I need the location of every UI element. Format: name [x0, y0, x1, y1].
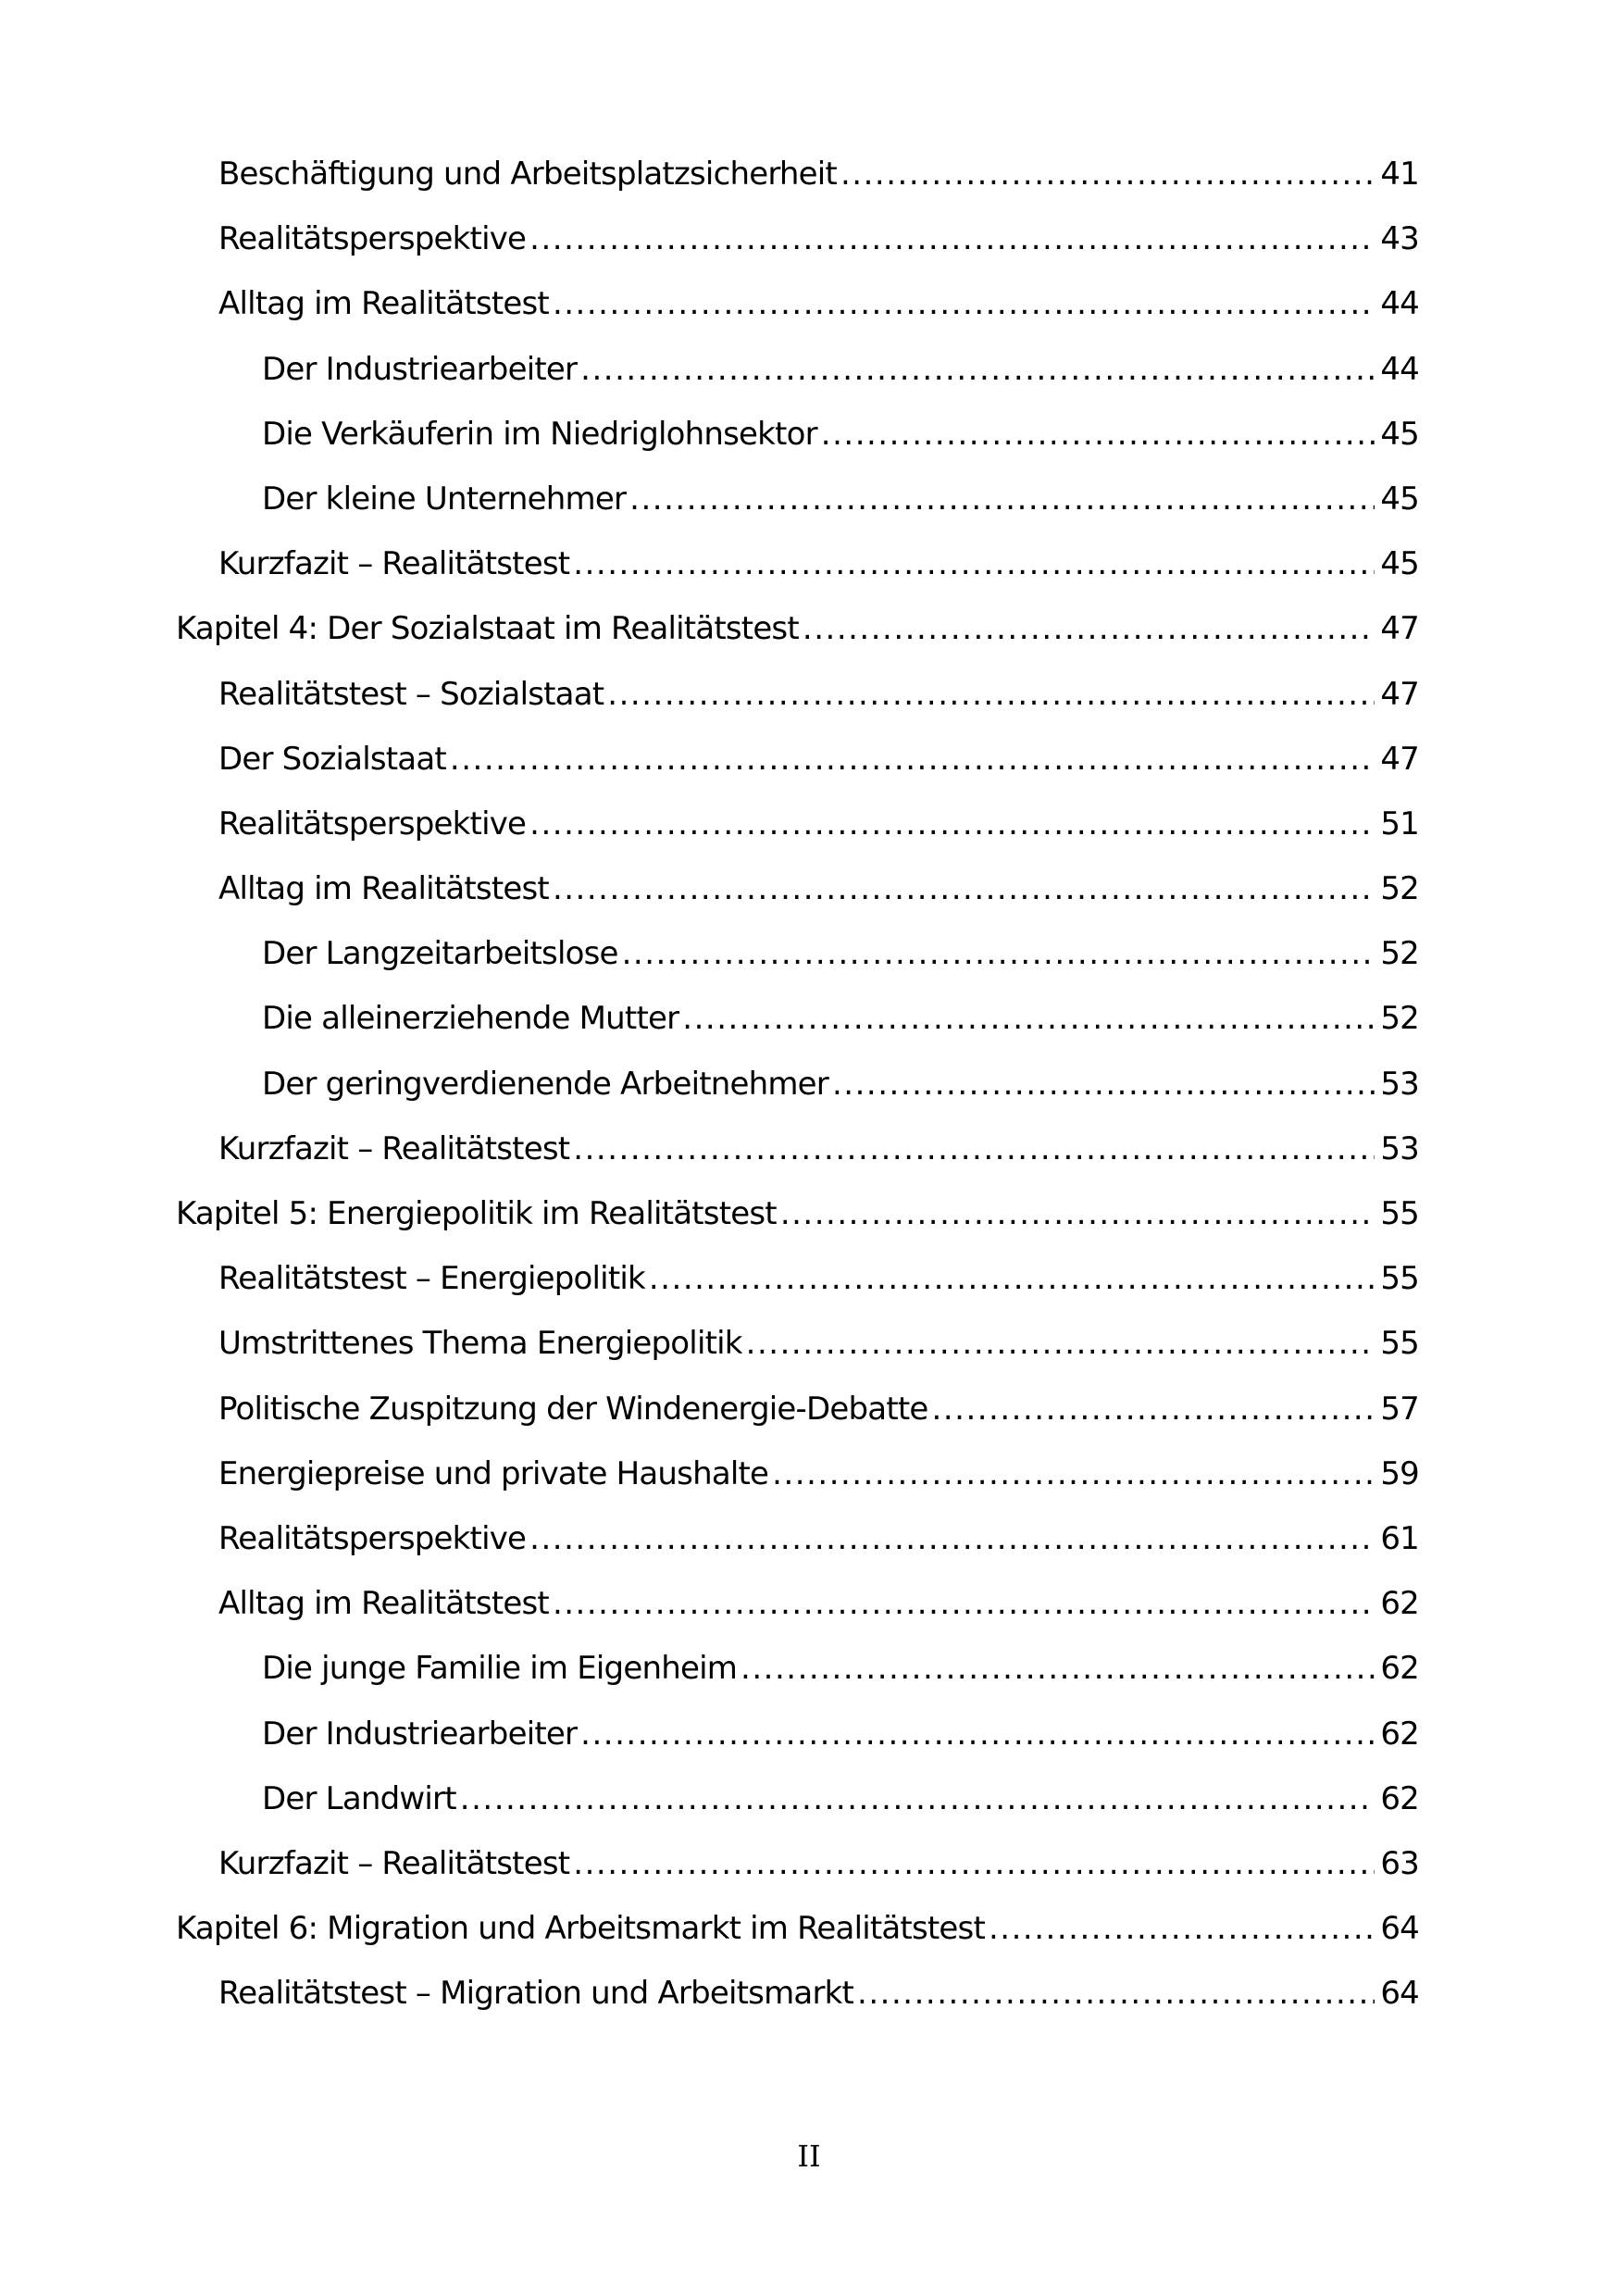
toc-subsection-entry[interactable] — [176, 480, 1419, 545]
dot-leader — [746, 1325, 1375, 1362]
toc-entry-page-number: 47 — [1380, 675, 1419, 713]
toc-entry-page-number: 43 — [1380, 220, 1419, 258]
toc-entry-page-number: 55 — [1380, 1325, 1419, 1363]
dot-leader — [553, 870, 1375, 907]
toc-entry-page-number: 64 — [1380, 1975, 1419, 2013]
toc-section-entry[interactable] — [176, 1455, 1419, 1520]
toc-chapter-entry[interactable] — [176, 610, 1419, 675]
toc-entry-page-number: 41 — [1380, 156, 1419, 193]
dot-leader — [857, 1975, 1375, 2012]
dot-leader — [803, 610, 1375, 647]
dot-leader — [580, 1716, 1375, 1753]
dot-leader — [529, 1520, 1375, 1557]
toc-entry-page-number: 55 — [1380, 1195, 1419, 1232]
dot-leader — [649, 1260, 1375, 1297]
toc-section-entry[interactable] — [176, 676, 1419, 741]
toc-section-entry[interactable] — [176, 1585, 1419, 1650]
toc-subsection-entry[interactable] — [176, 1066, 1419, 1130]
toc-entry-page-number: 57 — [1380, 1390, 1419, 1428]
table-of-contents — [176, 156, 1419, 2040]
toc-section-entry[interactable] — [176, 1391, 1419, 1455]
dot-leader — [832, 1066, 1375, 1103]
toc-entry-page-number: 53 — [1380, 1129, 1419, 1167]
toc-entry-title: Der Sozialstaat — [218, 740, 446, 778]
toc-section-entry[interactable] — [176, 1975, 1419, 2040]
toc-entry-title: Kurzfazit – Realitätstest — [218, 545, 570, 583]
dot-leader — [772, 1455, 1375, 1492]
dot-leader — [607, 676, 1375, 713]
toc-subsection-entry[interactable] — [176, 935, 1419, 1000]
dot-leader — [573, 545, 1375, 582]
toc-entry-title: Realitätstest – Migration und Arbeitsmarkt — [218, 1975, 854, 2013]
toc-section-entry[interactable] — [176, 741, 1419, 805]
toc-section-entry[interactable] — [176, 285, 1419, 350]
toc-entry-page-number: 61 — [1380, 1519, 1419, 1557]
toc-entry-page-number: 55 — [1380, 1260, 1419, 1298]
dot-leader — [529, 805, 1375, 842]
toc-entry-title: Alltag im Realitätstest — [218, 1585, 549, 1623]
toc-entry-page-number: 62 — [1380, 1779, 1419, 1817]
toc-entry-page-number: 63 — [1380, 1844, 1419, 1882]
toc-section-entry[interactable] — [176, 1520, 1419, 1585]
toc-entry-page-number: 52 — [1380, 870, 1419, 908]
toc-section-entry[interactable] — [176, 1130, 1419, 1195]
dot-leader — [741, 1650, 1375, 1687]
toc-entry-title: Der kleine Unternehmer — [262, 480, 627, 518]
toc-entry-title: Die alleinerziehende Mutter — [262, 1000, 679, 1038]
toc-chapter-entry[interactable] — [176, 1910, 1419, 1975]
toc-section-entry[interactable] — [176, 805, 1419, 870]
dot-leader — [682, 1000, 1375, 1037]
toc-section-entry[interactable] — [176, 545, 1419, 610]
dot-leader — [573, 1845, 1375, 1882]
dot-leader — [529, 220, 1375, 257]
toc-entry-page-number: 44 — [1380, 350, 1419, 388]
toc-section-entry[interactable] — [176, 156, 1419, 220]
dot-leader — [629, 480, 1375, 518]
toc-section-entry[interactable] — [176, 1845, 1419, 1910]
toc-entry-page-number: 52 — [1380, 1000, 1419, 1038]
dot-leader — [932, 1391, 1375, 1428]
toc-entry-title: Kapitel 6: Migration und Arbeitsmarkt im Realitätstest — [176, 1910, 985, 1948]
page-number-footer: II — [797, 2139, 821, 2174]
toc-subsection-entry[interactable] — [176, 1716, 1419, 1780]
toc-entry-page-number: 44 — [1380, 285, 1419, 323]
toc-entry-title: Realitätsperspektive — [218, 1519, 527, 1557]
toc-entry-title: Die Verkäuferin im Niedriglohnsektor — [262, 415, 817, 453]
toc-entry-title: Der Industriearbeiter — [262, 1715, 578, 1753]
dot-leader — [840, 156, 1375, 193]
dot-leader — [450, 741, 1375, 778]
toc-entry-title: Realitätstest – Energiepolitik — [218, 1260, 645, 1298]
toc-entry-page-number: 59 — [1380, 1454, 1419, 1492]
toc-entry-page-number: 51 — [1380, 805, 1419, 842]
dot-leader — [622, 935, 1375, 972]
dot-leader — [580, 351, 1375, 388]
toc-entry-title: Realitätsperspektive — [218, 220, 527, 258]
toc-entry-page-number: 62 — [1380, 1715, 1419, 1753]
toc-section-entry[interactable] — [176, 870, 1419, 935]
toc-entry-page-number: 45 — [1380, 545, 1419, 583]
toc-entry-title: Kapitel 5: Energiepolitik im Realitätstest — [176, 1195, 777, 1232]
toc-subsection-entry[interactable] — [176, 1650, 1419, 1715]
toc-chapter-entry[interactable] — [176, 1195, 1419, 1260]
toc-entry-title: Kurzfazit – Realitätstest — [218, 1844, 570, 1882]
toc-entry-page-number: 62 — [1380, 1650, 1419, 1688]
toc-subsection-entry[interactable] — [176, 1000, 1419, 1065]
dot-leader — [821, 416, 1375, 453]
dot-leader — [553, 1585, 1375, 1622]
toc-entry-page-number: 47 — [1380, 610, 1419, 648]
toc-entry-title: Realitätstest – Sozialstaat — [218, 675, 604, 713]
dot-leader — [573, 1130, 1375, 1167]
toc-entry-title: Umstrittenes Thema Energiepolitik — [218, 1325, 742, 1363]
dot-leader — [989, 1910, 1375, 1947]
toc-entry-title: Politische Zuspitzung der Windenergie-Debatte — [218, 1390, 928, 1428]
toc-entry-title: Energiepreise und private Haushalte — [218, 1454, 769, 1492]
toc-entry-page-number: 45 — [1380, 480, 1419, 518]
dot-leader — [780, 1195, 1375, 1232]
toc-entry-title: Beschäftigung und Arbeitsplatzsicherheit — [218, 156, 837, 193]
toc-entry-page-number: 64 — [1380, 1910, 1419, 1948]
toc-subsection-entry[interactable] — [176, 351, 1419, 416]
toc-section-entry[interactable] — [176, 1325, 1419, 1390]
toc-entry-page-number: 53 — [1380, 1065, 1419, 1103]
toc-entry-title: Realitätsperspektive — [218, 805, 527, 842]
toc-subsection-entry[interactable] — [176, 416, 1419, 480]
toc-entry-title: Der Industriearbeiter — [262, 350, 578, 388]
toc-entry-page-number: 52 — [1380, 935, 1419, 973]
toc-entry-title: Kurzfazit – Realitätstest — [218, 1129, 570, 1167]
toc-entry-page-number: 62 — [1380, 1585, 1419, 1623]
toc-entry-title: Der Landwirt — [262, 1779, 456, 1817]
toc-subsection-entry[interactable] — [176, 1780, 1419, 1845]
toc-section-entry[interactable] — [176, 1260, 1419, 1325]
toc-entry-title: Alltag im Realitätstest — [218, 285, 549, 323]
toc-entry-title: Kapitel 4: Der Sozialstaat im Realitätstest — [176, 610, 799, 648]
toc-entry-title: Der geringverdienende Arbeitnehmer — [262, 1065, 828, 1103]
toc-entry-page-number: 45 — [1380, 415, 1419, 453]
toc-entry-title: Der Langzeitarbeitslose — [262, 935, 618, 973]
toc-entry-title: Alltag im Realitätstest — [218, 870, 549, 908]
toc-section-entry[interactable] — [176, 220, 1419, 285]
dot-leader — [553, 285, 1375, 322]
dot-leader — [460, 1780, 1375, 1817]
toc-entry-page-number: 47 — [1380, 740, 1419, 778]
toc-entry-title: Die junge Familie im Eigenheim — [262, 1650, 738, 1688]
